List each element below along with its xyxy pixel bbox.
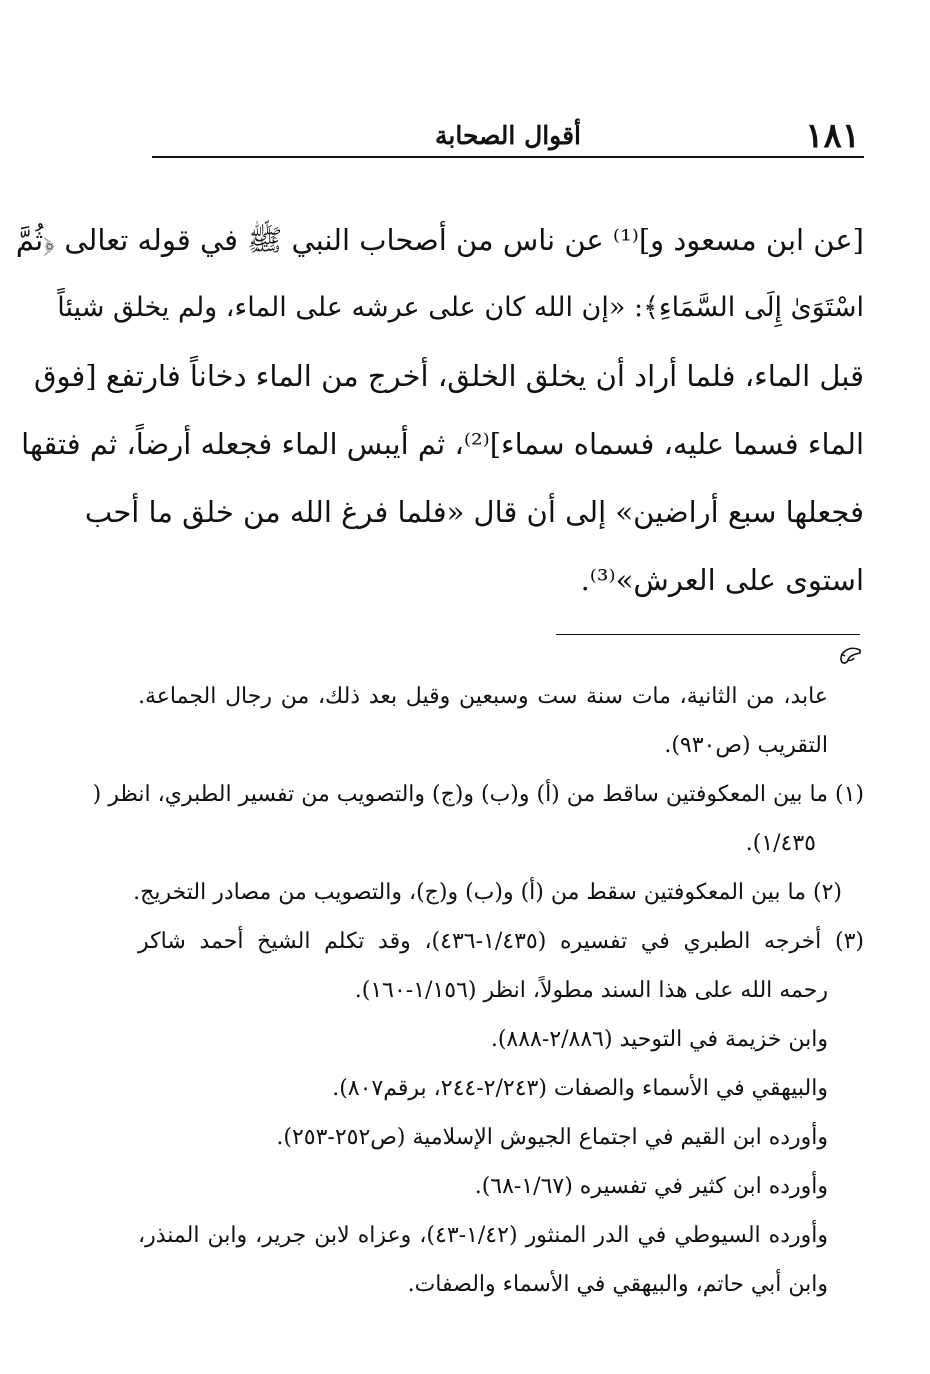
footnote-3-line: وأورده ابن القيم في اجتماع الجيوش الإسلامية (ص٢٥٢-٢٥٣).: [276, 1125, 828, 1150]
main-text-line: قبل الماء، فلما أراد أن يخلق الخلق، أخرج من الماء دخاناً فارتفع [فوق: [33, 359, 864, 393]
page-header: [152, 110, 864, 156]
footnote-continuation-line: التقريب (ص٩٣٠).: [664, 733, 828, 758]
footnote-3-line: وابن أبي حاتم، والبيهقي في الأسماء والصفات.: [407, 1272, 828, 1297]
footnote-1-line: (١) ما بين المعكوفتين ساقط من (أ) و(ب) و(ج) والتصويب من تفسير الطبري، انظر (: [92, 782, 864, 807]
footnotes: [92, 672, 864, 1309]
main-text: [15, 206, 864, 614]
footnote-continuation-line: عابد، من الثانية، مات سنة ست وسبعين وقيل بعد ذلك، من رجال الجماعة.: [138, 684, 828, 709]
footnote-3-line: وابن خزيمة في التوحيد (٢/٨٨٦-٨٨٨).: [490, 1027, 828, 1052]
footnote-1-line: ١/٤٣٥).: [745, 831, 816, 856]
main-text-line: اسْتَوَىٰ إِلَى السَّمَاءِ﴾: «إن الله كان على عرشه على الماء، ولم يخلق شيئاً: [57, 292, 864, 323]
footnote-3-line: رحمه الله على هذا السند مطولاً، انظر (١/١٥٦-١٦٠).: [354, 978, 828, 1003]
footnote-3-line: وأورده ابن كثير في تفسيره (١/٦٧-٦٨).: [474, 1174, 828, 1199]
footnote-3-line: والبيهقي في الأسماء والصفات (٢/٢٤٣-٢٤٤، برقم٨٠٧).: [332, 1076, 828, 1101]
main-text-line: فجعلها سبع أراضين» إلى أن قال «فلما فرغ الله من خلق ما أحب: [84, 495, 864, 529]
footnote-separator: [556, 634, 860, 635]
page-number: ١٨١: [805, 116, 860, 156]
footnote-2-line: (٢) ما بين المعكوفتين سقط من (أ) و(ب) و(ج)، والتصويب من مصادر التخريج.: [133, 880, 842, 905]
footnote-3-line: وأورده السيوطي في الدر المنثور (١/٤٢-٤٣)، وعزاه لابن جرير، وابن المنذر،: [138, 1223, 828, 1248]
running-title: أقوال الصحابة: [435, 121, 581, 150]
main-text-line: الماء فسما عليه، فسماه سماء]⁽²⁾، ثم أيبس الماء فجعله أرضاً، ثم فتقها: [21, 427, 864, 461]
footnote-3-line: (٣) أخرجه الطبري في تفسيره (١/٤٣٥-٤٣٦)، وقد تكلم الشيخ أحمد شاكر: [138, 929, 864, 954]
main-text-line: استوى على العرش»⁽³⁾.: [580, 563, 864, 597]
main-text-line: [عن ابن مسعود و]⁽¹⁾ عن ناس من أصحاب النبي ﷺ في قوله تعالى ﴿ثُمَّ: [15, 223, 864, 257]
pointing-hand-icon: [836, 642, 864, 670]
header-rule: [152, 156, 864, 158]
